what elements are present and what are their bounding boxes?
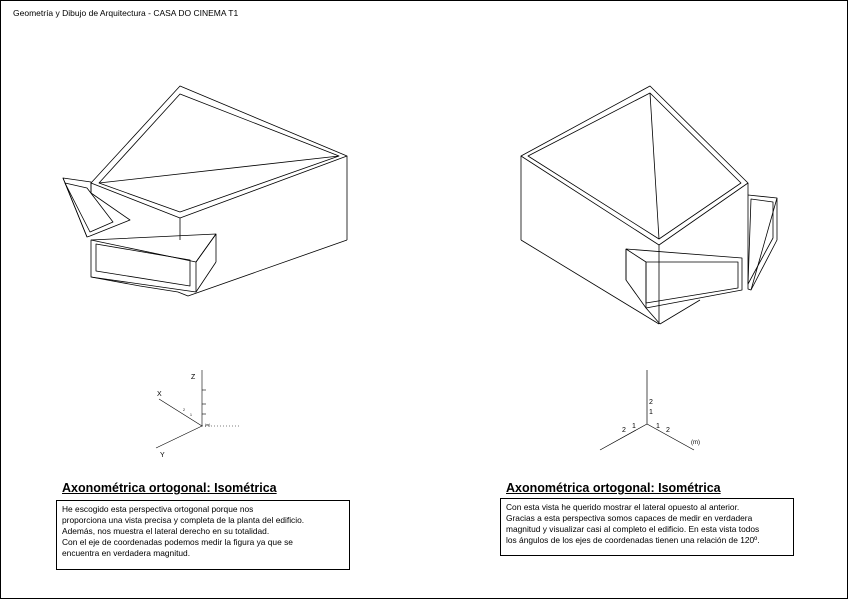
right-axis-right-tick-2: 2 [666,427,670,434]
right-description-line: los ángulos de los ejes de coordenadas tienen una relación de 120º. [506,535,760,545]
left-axis-unit: (m) [205,423,211,427]
right-axis-left-tick-1: 1 [632,423,636,430]
left-heading: Axonométrica ortogonal: Isométrica [62,481,277,495]
right-building-axonometric [521,86,777,324]
right-heading: Axonométrica ortogonal: Isométrica [506,481,721,495]
left-axis-tick-1: 1 [190,413,192,417]
right-axis-z-tick-1: 1 [649,409,653,416]
left-description-line: proporciona una vista precisa y completa de la planta del edificio. [62,515,305,525]
left-description-line: He escogido esta perspectiva ortogonal porque nos [62,504,254,514]
right-description-box [500,498,794,556]
right-axis-z-tick-2: 2 [649,399,653,406]
left-axis-z-label: Z [191,374,196,381]
right-description-line: magnitud y visualizar casi al completo el edificio. En esta vista todos [506,524,760,534]
left-axis-y-label: Y [160,452,165,459]
right-coordinate-axes [600,370,694,450]
left-axis-tick-2: 2 [183,408,185,412]
left-description-box [56,500,350,570]
right-description-line: Con esta vista he querido mostrar el lateral opuesto al anterior. [506,502,740,512]
left-description-line: Con el eje de coordenadas podemos medir la figura ya que se [62,537,293,547]
right-axis-left-tick-2: 2 [622,427,626,434]
right-description-line: Gracias a esta perspectiva somos capaces de medir en verdadera [506,513,753,523]
left-coordinate-axes [156,370,240,448]
left-description-line: Además, nos muestra el lateral derecho en su totalidad. [62,526,270,536]
left-axis-x-label: X [157,391,162,398]
right-axis-right-tick-1: 1 [656,423,660,430]
left-description-line: encuentra en verdadera magnitud. [62,548,191,558]
left-building-axonometric [63,86,347,296]
sheet-title: Geometría y Dibujo de Arquitectura - CASA DO CINEMA T1 [13,8,239,18]
right-axis-unit: (m) [691,440,700,446]
